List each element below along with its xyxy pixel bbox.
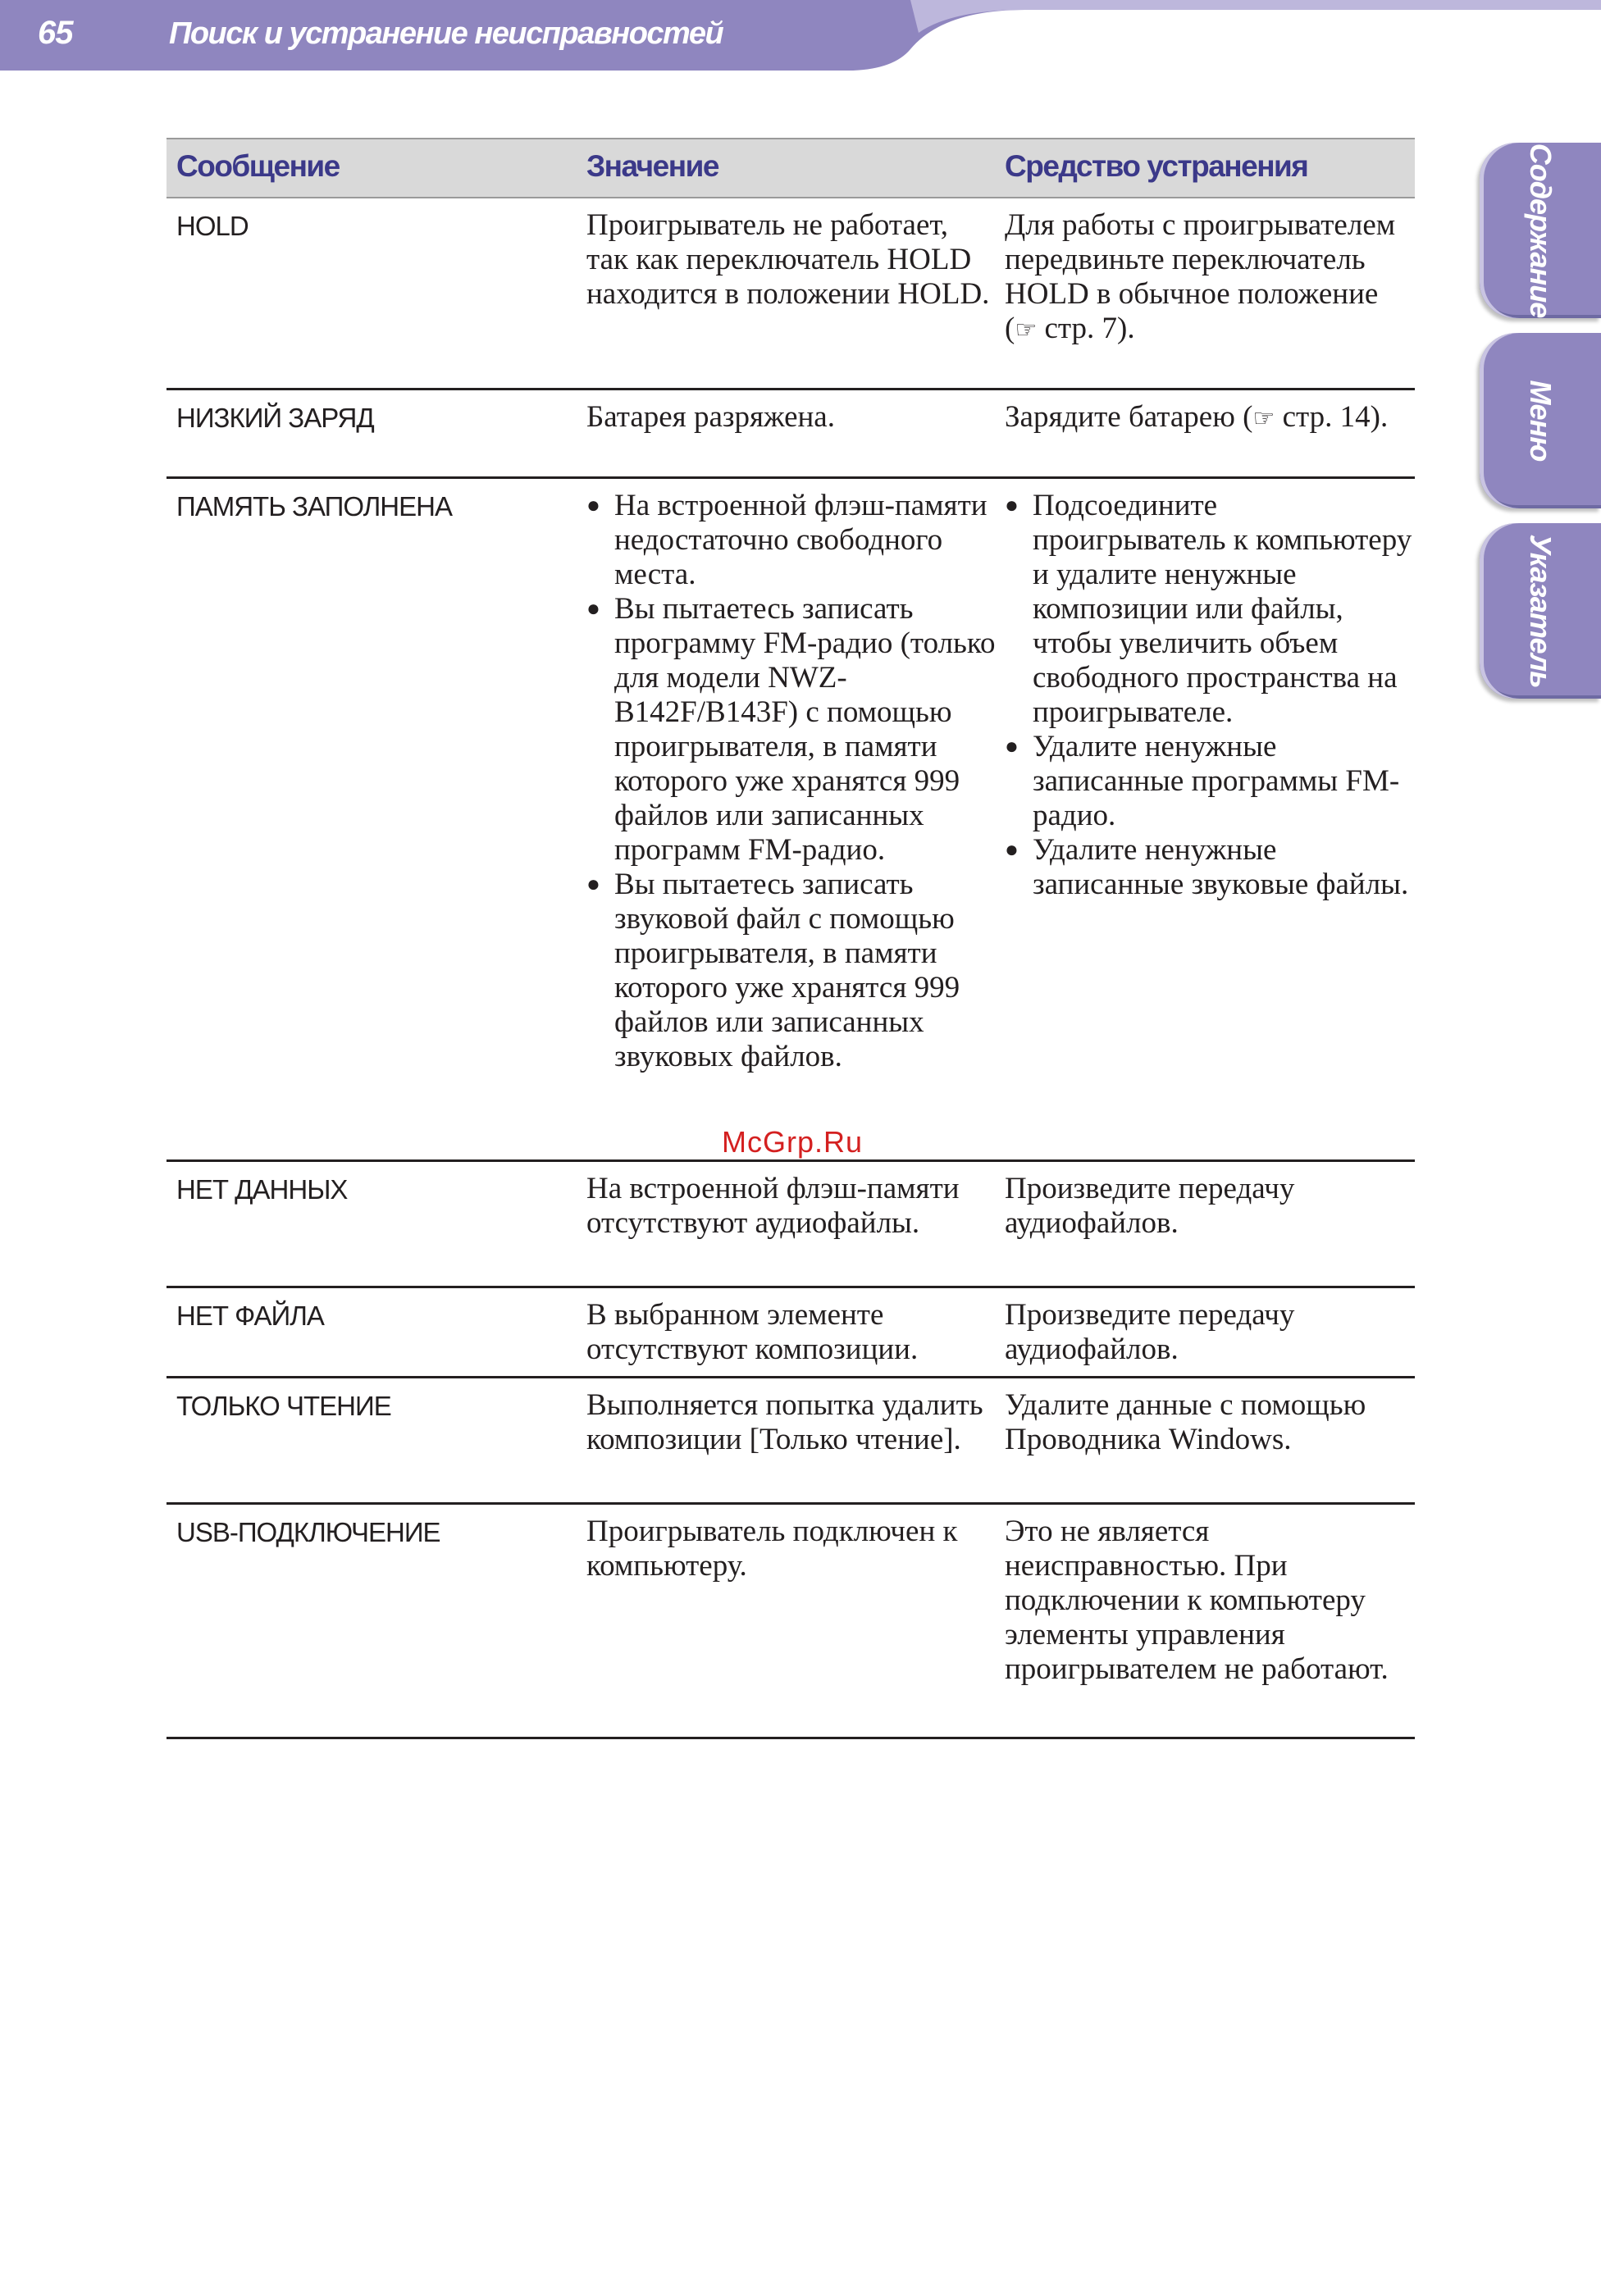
row-remedy: Произведите передачу аудиофайлов.: [1005, 1298, 1295, 1366]
tab-menu-label: Меню: [1524, 380, 1558, 462]
row-meaning: На встроенной флэш-памяти отсутствуют аудиофайлы.: [586, 1172, 960, 1240]
page-header: [0, 0, 1601, 71]
row-message: НЕТ ДАННЫХ: [176, 1174, 348, 1205]
row-meaning: Батарея разряжена.: [586, 400, 835, 434]
row-message: ПАМЯТЬ ЗАПОЛНЕНА: [176, 491, 452, 522]
row-message: НЕТ ФАЙЛА: [176, 1301, 324, 1331]
tab-contents[interactable]: [1480, 143, 1601, 318]
table-row: [166, 479, 1415, 1162]
list-item: ● Удалите ненужные записанные программы FM-радио.: [1005, 730, 1415, 833]
row-message: ТОЛЬКО ЧТЕНИЕ: [176, 1391, 391, 1421]
row-remedy-list: [1005, 489, 1415, 902]
row-meaning: Проигрыватель подключен к компьютеру.: [586, 1515, 958, 1583]
hand-pointer-icon: ☞: [1252, 404, 1275, 433]
messages-table: [166, 138, 1415, 1739]
tab-index[interactable]: [1480, 523, 1601, 699]
column-header-remedy: Средство устранения: [1005, 149, 1308, 183]
table-header: [166, 138, 1415, 198]
column-header-meaning: Значение: [586, 149, 718, 183]
list-item: ● Удалите ненужные записанные звуковые файлы.: [1005, 833, 1415, 902]
row-message: HOLD: [176, 211, 249, 241]
row-meaning: Проигрыватель не работает, так как переключатель HOLD находится в положении HOLD.: [586, 208, 990, 311]
page-number: 65: [38, 15, 73, 51]
row-message: USB-ПОДКЛЮЧЕНИЕ: [176, 1517, 440, 1547]
list-item: ● Подсоедините проигрыватель к компьютеру и удалите ненужные композиции или файлы, чтобы увеличить объем свободного пространства на проигрывателе.: [1005, 489, 1415, 730]
table-row: [166, 1288, 1415, 1378]
list-item: ● Вы пытаетесь записать программу FM-радио (только для модели NWZ-B142F/B143F) с помощью проигрывателя, в памяти которого уже хранятся 999 файлов или записанных программ FM-радио.: [586, 592, 997, 868]
row-remedy: Это не является неисправностью. При подключении к компьютеру элементы управления проигрывателем не работают.: [1005, 1515, 1389, 1686]
remedy-text: Для работы с проигрывателем передвиньте переключатель HOLD в обычное положение (: [1005, 208, 1396, 345]
row-meaning: Выполняется попытка удалить композиции [Только чтение].: [586, 1388, 983, 1456]
tab-menu[interactable]: [1480, 333, 1601, 508]
tab-index-label: Указатель: [1524, 534, 1558, 688]
table-row: [166, 390, 1415, 479]
page-reference-link[interactable]: стр. 14).: [1282, 400, 1389, 434]
row-message: НИЗКИЙ ЗАРЯД: [176, 403, 374, 433]
list-item: ● На встроенной флэш-памяти недостаточно свободного места.: [586, 489, 997, 592]
table-row: [166, 198, 1415, 390]
row-remedy: [1005, 208, 1415, 348]
hand-pointer-icon: ☞: [1015, 316, 1038, 344]
row-remedy: Удалите данные с помощью Проводника Windows.: [1005, 1388, 1366, 1456]
page-reference-link[interactable]: стр. 7).: [1044, 312, 1135, 345]
remedy-text: Зарядите батарею (: [1005, 400, 1253, 434]
row-meaning: В выбранном элементе отсутствуют композиции.: [586, 1298, 919, 1366]
watermark: McGrp.Ru: [722, 1125, 864, 1159]
row-remedy: [1005, 400, 1415, 436]
tab-contents-label: Содержание: [1524, 143, 1558, 318]
row-meaning-list: [586, 489, 997, 1074]
table-row: [166, 1162, 1415, 1288]
table-row: [166, 1378, 1415, 1505]
list-item: ● Вы пытаетесь записать звуковой файл с помощью проигрывателя, в памяти которого уже хранятся 999 файлов или записанных звуковых файлов.: [586, 868, 997, 1074]
row-remedy: Произведите передачу аудиофайлов.: [1005, 1172, 1295, 1240]
column-header-message: Сообщение: [176, 149, 340, 183]
table-row: [166, 1505, 1415, 1739]
section-title: Поиск и устранение неисправностей: [169, 16, 723, 51]
